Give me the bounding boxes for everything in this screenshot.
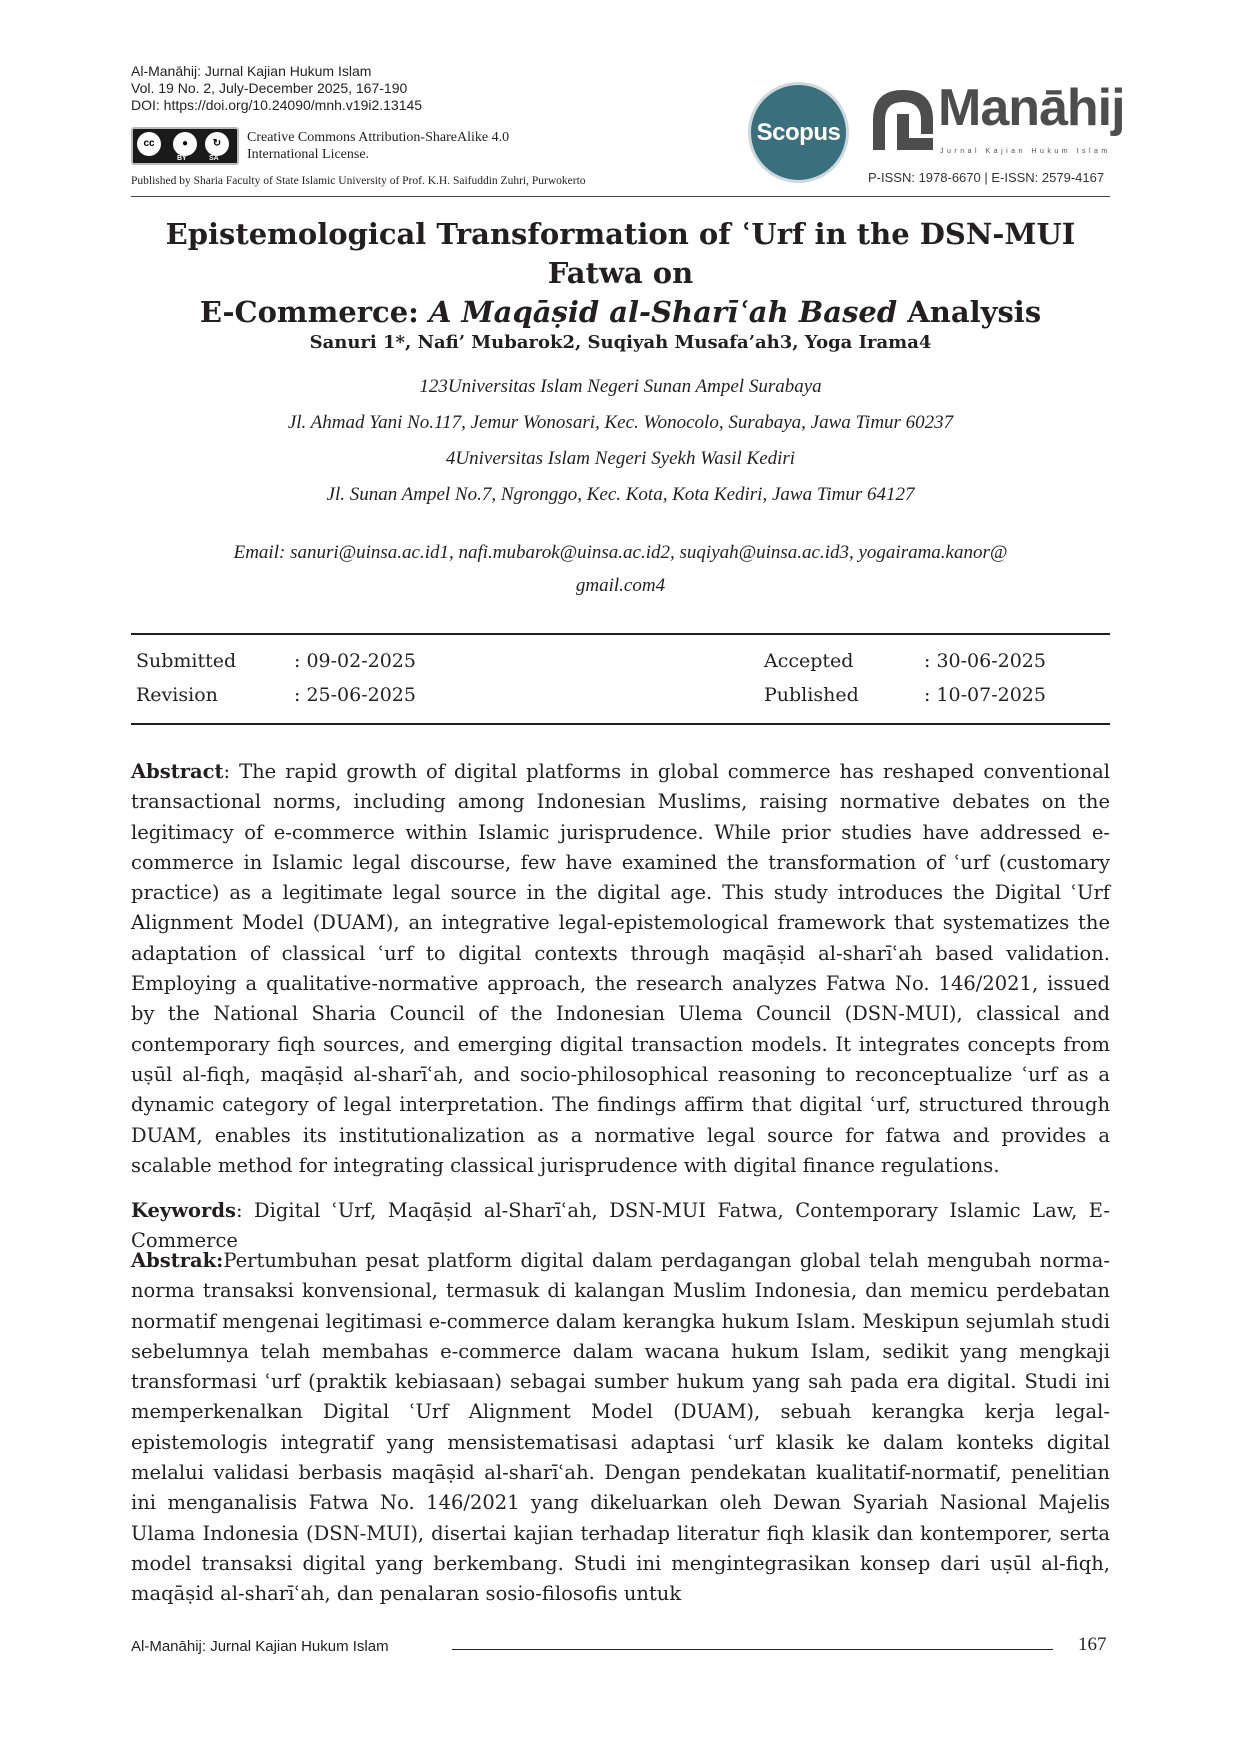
dates-bottom-rule bbox=[131, 723, 1110, 725]
emails-line-1[interactable]: Email: sanuri@uinsa.ac.id1, nafi.mubarok@uinsa.ac.id2, suqiyah@uinsa.ac.id3, yogairama.kanor@ bbox=[233, 542, 1008, 563]
keywords-text: : Digital ʿUrf, Maqāṣid al-Sharīʿah, DSN-MUI Fatwa, Contemporary Islamic Law, E-Commerce bbox=[131, 1199, 1110, 1253]
by-tag: BY bbox=[177, 155, 187, 162]
scopus-label: Scopus bbox=[756, 118, 841, 146]
license-line-2: International License. bbox=[247, 147, 370, 162]
title-part-c: Analysis bbox=[897, 295, 1042, 329]
header-divider bbox=[131, 196, 1110, 197]
title-line-2 bbox=[131, 293, 1110, 332]
cc-icon: cc bbox=[137, 132, 161, 156]
journal-info bbox=[131, 63, 422, 114]
publisher-line: Published by Sharia Faculty of State Islamic University of Prof. K.H. Saifuddin Zuhri, Purwokerto bbox=[131, 175, 586, 187]
title-part-a: E-Commerce: bbox=[199, 295, 429, 329]
title-part-b: A Maqāṣid al-Sharīʿah Based bbox=[428, 295, 898, 329]
submitted-date: : 09-02-2025 bbox=[294, 650, 416, 672]
license-text bbox=[247, 129, 509, 163]
published-date: : 10-07-2025 bbox=[924, 684, 1046, 706]
cc-license-icon[interactable] bbox=[131, 127, 239, 165]
abstract-english bbox=[131, 757, 1110, 1181]
abstract-indonesian bbox=[131, 1246, 1110, 1610]
abstract-text: : The rapid growth of digital platforms in global commerce has reshaped conventional transactional norms, including among Indonesian Muslims, raising normative debates on the legitimacy of e-commerce within Islamic jurisprudence. While prior studies have addressed e-commerce in Islamic legal discourse, few have examined the transformation of ʿurf (customary practice) as a legitimate legal source in the digital age. This study introduces the Digital ʿUrf Alignment Model (DUAM), an integrative legal-epistemological framework that systematizes the adaptation of classical ʿurf to digital contexts through maqāṣid al-sharīʿah based validation. Employing a qualitative-normative approach, the research analyzes Fatwa No. 146/2021, issued by the National Sharia Council of the Indonesian Ulema Council (DSN-MUI), classical and contemporary fiqh sources, and emerging digital transaction models. It integrates concepts from uṣūl al-fiqh, maqāṣid al-sharīʿah, and socio-philosophical reasoning to reconceptualize ʿurf as a dynamic category of legal interpretation. The findings affirm that digital ʿurf, structured through DUAM, enables its institutionalization as a normative legal source for fatwa and provides a scalable method for integrating classical jurisprudence with digital finance regulations. bbox=[131, 760, 1110, 1177]
footer-journal-name: Al-Manāhij: Jurnal Kajian Hukum Islam bbox=[131, 1638, 389, 1655]
title-line-1: Epistemological Transformation of ʿUrf in the DSN-MUI Fatwa on bbox=[165, 217, 1076, 290]
revision-label: Revision bbox=[136, 684, 218, 706]
dates-top-rule bbox=[131, 633, 1110, 635]
journal-logo-title: Manāhij bbox=[938, 79, 1125, 137]
license-block bbox=[131, 127, 509, 165]
sa-tag: SA bbox=[209, 155, 219, 162]
author-list: Sanuri 1*, Nafi’ Mubarok2, Suqiyah Musafa’ah3, Yoga Irama4 bbox=[309, 332, 932, 353]
published-label: Published bbox=[764, 684, 859, 706]
by-person-icon: ● bbox=[173, 132, 197, 156]
affiliation-address-2: Jl. Sunan Ampel No.7, Ngronggo, Kec. Kota, Kota Kediri, Jawa Timur 64127 bbox=[326, 484, 915, 505]
revision-date: : 25-06-2025 bbox=[294, 684, 416, 706]
emails-line-2[interactable]: gmail.com4 bbox=[575, 575, 666, 596]
affiliation-2: 4Universitas Islam Negeri Syekh Wasil Kediri bbox=[445, 448, 796, 469]
affiliation-1: 123Universitas Islam Negeri Sunan Ampel Surabaya bbox=[419, 376, 822, 397]
submitted-label: Submitted bbox=[136, 650, 237, 672]
sa-share-icon: ↻ bbox=[205, 132, 229, 156]
journal-logo-subtitle: Jurnal Kajian Hukum Islam bbox=[940, 148, 1111, 155]
journal-name: Al-Manāhij: Jurnal Kajian Hukum Islam bbox=[131, 63, 372, 79]
keywords-label: Keywords bbox=[131, 1199, 236, 1222]
footer-divider bbox=[452, 1649, 1053, 1650]
doi-link[interactable]: DOI: https://doi.org/10.24090/mnh.v19i2.13145 bbox=[131, 97, 423, 113]
issn-line: P-ISSN: 1978-6670 | E-ISSN: 2579-4167 bbox=[868, 170, 1105, 185]
scopus-logo bbox=[748, 82, 849, 183]
page-number: 167 bbox=[1078, 1634, 1107, 1655]
article-title bbox=[131, 215, 1110, 332]
volume-info: Vol. 19 No. 2, July-December 2025, 167-190 bbox=[131, 80, 408, 96]
abstract-label: Abstract bbox=[131, 760, 224, 783]
accepted-date: : 30-06-2025 bbox=[924, 650, 1046, 672]
abstrak-label: Abstrak: bbox=[131, 1249, 224, 1272]
al-manahij-logo-icon bbox=[869, 80, 937, 154]
license-line-1: Creative Commons Attribution-ShareAlike 4.0 bbox=[247, 130, 510, 145]
accepted-label: Accepted bbox=[764, 650, 854, 672]
affiliation-address-1: Jl. Ahmad Yani No.117, Jemur Wonosari, Kec. Wonocolo, Surabaya, Jawa Timur 60237 bbox=[287, 412, 954, 433]
author-emails bbox=[131, 536, 1110, 602]
abstrak-text: Pertumbuhan pesat platform digital dalam perdagangan global telah mengubah norma-norma transaksi konvensional, termasuk di kalangan Muslim Indonesia, dan memicu perdebatan normatif mengenai legitimasi e-commerce dalam kerangka hukum Islam. Meskipun sejumlah studi sebelumnya telah membahas e-commerce dalam wacana hukum Islam, sedikit yang mengkaji transformasi ʿurf (praktik kebiasaan) sebagai sumber hukum yang sah pada era digital. Studi ini memperkenalkan Digital ʿUrf Alignment Model (DUAM), sebuah kerangka kerja legal-epistemologis integratif yang mensistematisasi adaptasi ʿurf klasik ke dalam konteks digital melalui validasi berbasis maqāṣid al-sharīʿah. Dengan pendekatan kualitatif-normatif, penelitian ini menganalisis Fatwa No. 146/2021 yang dikeluarkan oleh Dewan Syariah Nasional Majelis Ulama Indonesia (DSN-MUI), disertai kajian terhadap literatur fiqh klasik dan kontemporer, serta model transaksi digital yang berkembang. Studi ini mengintegrasikan konsep dari uṣūl al-fiqh, maqāṣid al-sharīʿah, dan penalaran sosio-filosofis untuk bbox=[131, 1249, 1110, 1606]
